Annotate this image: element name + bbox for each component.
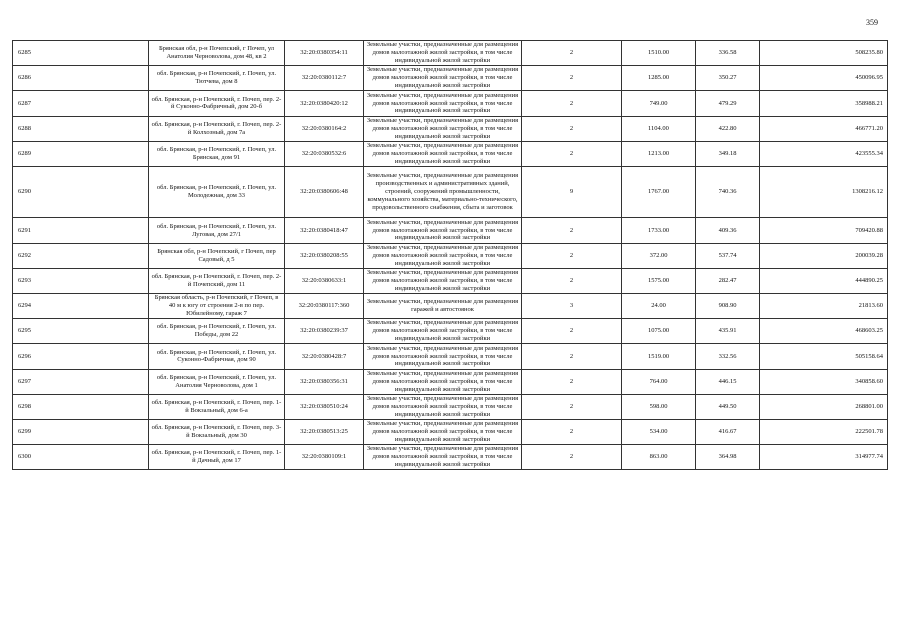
cell-area: 1510.00 <box>622 41 696 66</box>
cell-address: обл. Брянская, р-н Почепский, г. Почеп, пер. 1-й Вокзальный, дом 6-а <box>149 394 285 419</box>
cell-group: 2 <box>522 268 622 293</box>
cell-unit-value: 422.80 <box>696 116 760 141</box>
cell-cadastral-number: 32:20:0380208:55 <box>285 243 364 268</box>
cell-id: 6293 <box>13 268 149 293</box>
cell-address: обл. Брянская, р-н Почепский, г. Почеп, ул. Тютчева, дом 8 <box>149 66 285 91</box>
cell-address: обл. Брянская, р-н Почепский, г. Почеп, пер. 1-й Дачный, дом 17 <box>149 445 285 470</box>
cell-group: 2 <box>522 394 622 419</box>
table-row <box>13 41 888 66</box>
cell-unit-value: 332.56 <box>696 344 760 369</box>
cell-unit-value: 409.36 <box>696 218 760 243</box>
cell-address: обл. Брянская, р-н Почепский, г. Почеп, ул. Молодежная, дом 33 <box>149 166 285 218</box>
cell-unit-value: 446.15 <box>696 369 760 394</box>
cell-id: 6288 <box>13 116 149 141</box>
cell-cadastral-number: 32:20:0380117:360 <box>285 294 364 319</box>
cell-cadastral-number: 32:20:0380356:31 <box>285 369 364 394</box>
cell-cadastral-value: 358988.21 <box>760 91 888 116</box>
cell-group: 2 <box>522 66 622 91</box>
table-row <box>13 344 888 369</box>
cell-cadastral-value: 450096.95 <box>760 66 888 91</box>
cell-unit-value: 449.50 <box>696 394 760 419</box>
cell-land-use: Земельные участки, предназначенные для размещения домов малоэтажной жилой застройки, в том числе индивидуальной жилой застройки <box>364 319 522 344</box>
cell-unit-value: 416.67 <box>696 419 760 444</box>
cell-unit-value: 435.91 <box>696 319 760 344</box>
cell-group: 9 <box>522 166 622 218</box>
cell-land-use: Земельные участки, предназначенные для размещения домов малоэтажной жилой застройки, в том числе индивидуальной жилой застройки <box>364 394 522 419</box>
cell-unit-value: 282.47 <box>696 268 760 293</box>
cell-cadastral-number: 32:20:0380420:12 <box>285 91 364 116</box>
cell-area: 1519.00 <box>622 344 696 369</box>
cell-land-use: Земельные участки, предназначенные для размещения домов малоэтажной жилой застройки, в том числе индивидуальной жилой застройки <box>364 91 522 116</box>
cell-address: обл. Брянская, р-н Почепский, г. Почеп, ул. Победы, дом 22 <box>149 319 285 344</box>
cell-cadastral-number: 32:20:0380112:7 <box>285 66 364 91</box>
cell-group: 2 <box>522 344 622 369</box>
cell-id: 6296 <box>13 344 149 369</box>
table-row <box>13 116 888 141</box>
cell-id: 6286 <box>13 66 149 91</box>
cell-area: 372.00 <box>622 243 696 268</box>
cell-land-use: Земельные участки, предназначенные для размещения домов малоэтажной жилой застройки, в том числе индивидуальной жилой застройки <box>364 116 522 141</box>
cell-land-use: Земельные участки, предназначенные для размещения домов малоэтажной жилой застройки, в том числе индивидуальной жилой застройки <box>364 268 522 293</box>
cell-area: 534.00 <box>622 419 696 444</box>
cell-address: Брянская обл, р-н Почепский, г Почеп, ул Анатолия Черноволова, дом 48, кв 2 <box>149 41 285 66</box>
cell-address: обл. Брянская, р-н Почепский, г. Почеп, ул. Луговая, дом 27/1 <box>149 218 285 243</box>
cell-area: 24.00 <box>622 294 696 319</box>
cell-cadastral-value: 200039.28 <box>760 243 888 268</box>
cell-area: 1213.00 <box>622 141 696 166</box>
cell-group: 2 <box>522 419 622 444</box>
cell-unit-value: 349.18 <box>696 141 760 166</box>
cell-land-use: Земельные участки, предназначенные для размещения домов малоэтажной жилой застройки, в том числе индивидуальной жилой застройки <box>364 41 522 66</box>
cell-land-use: Земельные участки, предназначенные для размещения гаражей и автостоянок <box>364 294 522 319</box>
land-registry-table <box>12 40 888 470</box>
cell-address: Брянская область, р-н Почепский, г Почеп, в 40 м к югу от строения 2-в по пер. Юбилейному, гараж 7 <box>149 294 285 319</box>
cell-id: 6297 <box>13 369 149 394</box>
cell-group: 2 <box>522 445 622 470</box>
cell-address: Брянская обл, р-н Почепский, г Почеп, пер Садовый, д 5 <box>149 243 285 268</box>
cell-land-use: Земельные участки, предназначенные для размещения домов малоэтажной жилой застройки, в том числе индивидуальной жилой застройки <box>364 243 522 268</box>
cell-group: 2 <box>522 141 622 166</box>
cell-cadastral-number: 32:20:0380532:6 <box>285 141 364 166</box>
cell-area: 1075.00 <box>622 319 696 344</box>
cell-cadastral-number: 32:20:0380633:1 <box>285 268 364 293</box>
cell-cadastral-value: 709420.88 <box>760 218 888 243</box>
cell-land-use: Земельные участки, предназначенные для размещения домов малоэтажной жилой застройки, в том числе индивидуальной жилой застройки <box>364 369 522 394</box>
table-row <box>13 445 888 470</box>
table-row <box>13 141 888 166</box>
cell-land-use: Земельные участки, предназначенные для размещения домов малоэтажной жилой застройки, в том числе индивидуальной жилой застройки <box>364 66 522 91</box>
cell-unit-value: 350.27 <box>696 66 760 91</box>
cell-id: 6299 <box>13 419 149 444</box>
cell-id: 6292 <box>13 243 149 268</box>
table-row <box>13 268 888 293</box>
cell-unit-value: 908.90 <box>696 294 760 319</box>
cell-land-use: Земельные участки, предназначенные для размещения домов малоэтажной жилой застройки, в том числе индивидуальной жилой застройки <box>364 218 522 243</box>
cell-address: обл. Брянская, р-н Почепский, г. Почеп, пер. 2-й Суконно-Фабричный, дом 20-б <box>149 91 285 116</box>
cell-id: 6291 <box>13 218 149 243</box>
table-row <box>13 319 888 344</box>
cell-address: обл. Брянская, р-н Почепский, г. Почеп, пер. 2-й Почепский, дом 11 <box>149 268 285 293</box>
cell-address: обл. Брянская, р-н Почепский, г. Почеп, ул. Анатолия Черноволова, дом 1 <box>149 369 285 394</box>
cell-area: 598.00 <box>622 394 696 419</box>
cell-cadastral-value: 1308216.12 <box>760 166 888 218</box>
cell-cadastral-number: 32:20:0380239:37 <box>285 319 364 344</box>
cell-cadastral-number: 32:20:0380510:24 <box>285 394 364 419</box>
cell-id: 6290 <box>13 166 149 218</box>
cell-unit-value: 537.74 <box>696 243 760 268</box>
cell-id: 6294 <box>13 294 149 319</box>
cell-cadastral-number: 32:20:0380354:11 <box>285 41 364 66</box>
cell-cadastral-value: 314977.74 <box>760 445 888 470</box>
cell-cadastral-value: 466771.20 <box>760 116 888 141</box>
cell-cadastral-value: 268801.00 <box>760 394 888 419</box>
cell-cadastral-value: 222501.78 <box>760 419 888 444</box>
cell-cadastral-number: 32:20:0380513:25 <box>285 419 364 444</box>
table-row <box>13 218 888 243</box>
cell-id: 6298 <box>13 394 149 419</box>
cell-area: 1767.00 <box>622 166 696 218</box>
table-row <box>13 243 888 268</box>
cell-land-use: Земельные участки, предназначенные для размещения домов малоэтажной жилой застройки, в том числе индивидуальной жилой застройки <box>364 445 522 470</box>
cell-cadastral-number: 32:20:0380418:47 <box>285 218 364 243</box>
cell-group: 2 <box>522 243 622 268</box>
cell-address: обл. Брянская, р-н Почепский, г. Почеп, пер. 3-й Вокзальный, дом 30 <box>149 419 285 444</box>
cell-cadastral-value: 340858.60 <box>760 369 888 394</box>
cell-cadastral-number: 32:20:0380164:2 <box>285 116 364 141</box>
cell-group: 2 <box>522 369 622 394</box>
table-row <box>13 294 888 319</box>
cell-group: 2 <box>522 41 622 66</box>
table-row <box>13 394 888 419</box>
cell-unit-value: 479.29 <box>696 91 760 116</box>
table-row <box>13 419 888 444</box>
cell-id: 6287 <box>13 91 149 116</box>
cell-land-use: Земельные участки, предназначенные для размещения домов малоэтажной жилой застройки, в том числе индивидуальной жилой застройки <box>364 419 522 444</box>
cell-cadastral-value: 505158.64 <box>760 344 888 369</box>
cell-land-use: Земельные участки, предназначенные для размещения домов малоэтажной жилой застройки, в том числе индивидуальной жилой застройки <box>364 344 522 369</box>
cell-cadastral-value: 423555.34 <box>760 141 888 166</box>
cell-area: 749.00 <box>622 91 696 116</box>
cell-cadastral-number: 32:20:0380109:1 <box>285 445 364 470</box>
cell-unit-value: 336.58 <box>696 41 760 66</box>
cell-cadastral-value: 444890.25 <box>760 268 888 293</box>
cell-land-use: Земельные участки, предназначенные для размещения домов малоэтажной жилой застройки, в том числе индивидуальной жилой застройки <box>364 141 522 166</box>
table-body <box>13 41 888 470</box>
cell-land-use: Земельные участки, предназначенные для размещения производственных и административных зданий, строений, сооружений промышленности, коммунального хозяйства, материально-технического, продовольственного снабжения, сбыта и заготовок <box>364 166 522 218</box>
cell-area: 1733.00 <box>622 218 696 243</box>
cell-id: 6289 <box>13 141 149 166</box>
table-row <box>13 91 888 116</box>
cell-cadastral-value: 21813.60 <box>760 294 888 319</box>
cell-group: 2 <box>522 91 622 116</box>
cell-id: 6295 <box>13 319 149 344</box>
cell-address: обл. Брянская, р-н Почепский, г. Почеп, ул. Брянская, дом 91 <box>149 141 285 166</box>
cell-cadastral-number: 32:20:0380428:7 <box>285 344 364 369</box>
table-row <box>13 369 888 394</box>
cell-group: 2 <box>522 116 622 141</box>
cell-group: 3 <box>522 294 622 319</box>
cell-cadastral-value: 508235.80 <box>760 41 888 66</box>
cell-area: 764.00 <box>622 369 696 394</box>
table-row <box>13 166 888 218</box>
table-row <box>13 66 888 91</box>
cell-unit-value: 364.98 <box>696 445 760 470</box>
cell-group: 2 <box>522 319 622 344</box>
cell-address: обл. Брянская, р-н Почепский, г. Почеп, пер. 2-й Колхозный, дом 7а <box>149 116 285 141</box>
cell-id: 6300 <box>13 445 149 470</box>
cell-cadastral-number: 32:20:0380606:48 <box>285 166 364 218</box>
cell-id: 6285 <box>13 41 149 66</box>
cell-address: обл. Брянская, р-н Почепский, г. Почеп, ул. Суконно-Фабричная, дом 90 <box>149 344 285 369</box>
cell-area: 1575.00 <box>622 268 696 293</box>
page-number: 359 <box>866 18 878 27</box>
cell-area: 863.00 <box>622 445 696 470</box>
cell-group: 2 <box>522 218 622 243</box>
cell-area: 1285.00 <box>622 66 696 91</box>
cell-cadastral-value: 468603.25 <box>760 319 888 344</box>
cell-unit-value: 740.36 <box>696 166 760 218</box>
cell-area: 1104.00 <box>622 116 696 141</box>
